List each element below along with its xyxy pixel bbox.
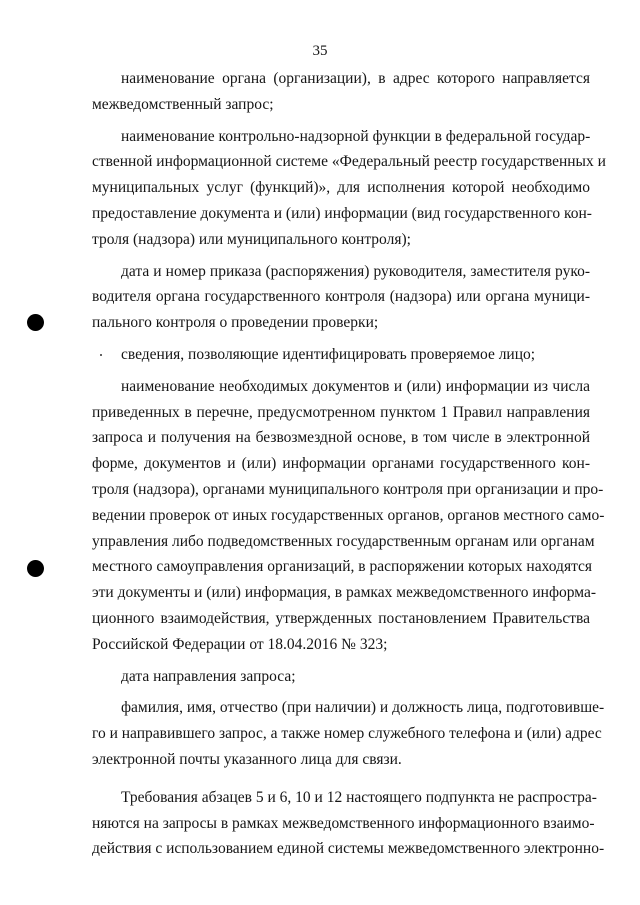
punch-hole-mark — [27, 560, 44, 577]
text-line: наименование органа (организации), в адрес которого направляется — [121, 70, 590, 87]
text-line: дата направления запроса; — [121, 667, 296, 685]
text-line: Требования абзацев 5 и 6, 10 и 12 настоящего подпункта не распростра- — [121, 788, 597, 806]
text-line: действия с использованием единой системы межведомственного электронно- — [92, 840, 605, 858]
text-line: муниципальных услуг (функций)», для исполнения которой необходимо — [92, 179, 590, 197]
text-line: предоставление документа и (или) информации (вид государственного кон- — [92, 204, 592, 222]
text-line: фамилия, имя, отчество (при наличии) и должность лица, подготовивше- — [121, 699, 605, 717]
text-line: ционного взаимодействия, утвержденных постановлением Правительства — [92, 609, 590, 627]
text-line: троля (надзора), органами муниципального контроля при организации и про- — [92, 480, 604, 498]
text-line: водителя органа государственного контроля (надзора) или органа муници- — [92, 288, 590, 306]
text-line: запроса и получения на безвозмездной основе, в том числе в электронной — [92, 429, 590, 447]
paragraph-contact-person — [92, 695, 605, 772]
text-line: местного самоуправления организаций, в распоряжении которых находятся — [92, 558, 593, 576]
text-line: ственной информационной системе «Федеральный реестр государственных и — [92, 153, 606, 171]
text-line: пального контроля о проведении проверки; — [92, 314, 379, 332]
text-line: эти документы и (или) информация, в рамках межведомственного информа- — [92, 584, 596, 602]
text-line: го и направившего запрос, а также номер служебного телефона и (или) адрес — [92, 725, 602, 743]
paragraph-identification — [92, 342, 590, 368]
text-line: Российской Федерации от 18.04.2016 № 323; — [92, 635, 388, 653]
paragraph-required-documents — [92, 374, 605, 658]
paragraph-requirements-exception — [92, 785, 605, 862]
paragraph-control-function — [92, 124, 606, 253]
paragraph-request-date — [92, 664, 590, 690]
punch-hole-mark — [27, 314, 44, 331]
text-line: троля (надзора) или муниципального контроля); — [92, 230, 411, 248]
paragraph-agency-name — [92, 66, 590, 118]
text-line: наименование контрольно-надзорной функции в федеральной государ- — [121, 127, 591, 145]
text-line: наименование необходимых документов и (или) информации из числа — [121, 377, 590, 395]
text-line: няются на запросы в рамках межведомственного информационного взаимо- — [92, 814, 595, 832]
text-line: форме, документов и (или) информации органами государственного кон- — [92, 455, 590, 473]
page-number: 35 — [312, 43, 328, 59]
text-line: приведенных в перечне, предусмотренном пунктом 1 Правил направления — [92, 403, 590, 421]
text-line: ведении проверок от иных государственных органов, органов местного само- — [92, 506, 605, 524]
text-line: управления либо подведомственных государственным органам или органам — [92, 532, 595, 550]
text-line: межведомственный запрос; — [92, 95, 274, 113]
document-body — [92, 66, 606, 862]
paragraph-order-date — [92, 259, 590, 336]
text-line: сведения, позволяющие идентифицировать проверяемое лицо; — [121, 345, 536, 363]
text-line: дата и номер приказа (распоряжения) руководителя, заместителя руко- — [121, 262, 590, 280]
text-line: электронной почты указанного лица для связи. — [92, 750, 402, 768]
